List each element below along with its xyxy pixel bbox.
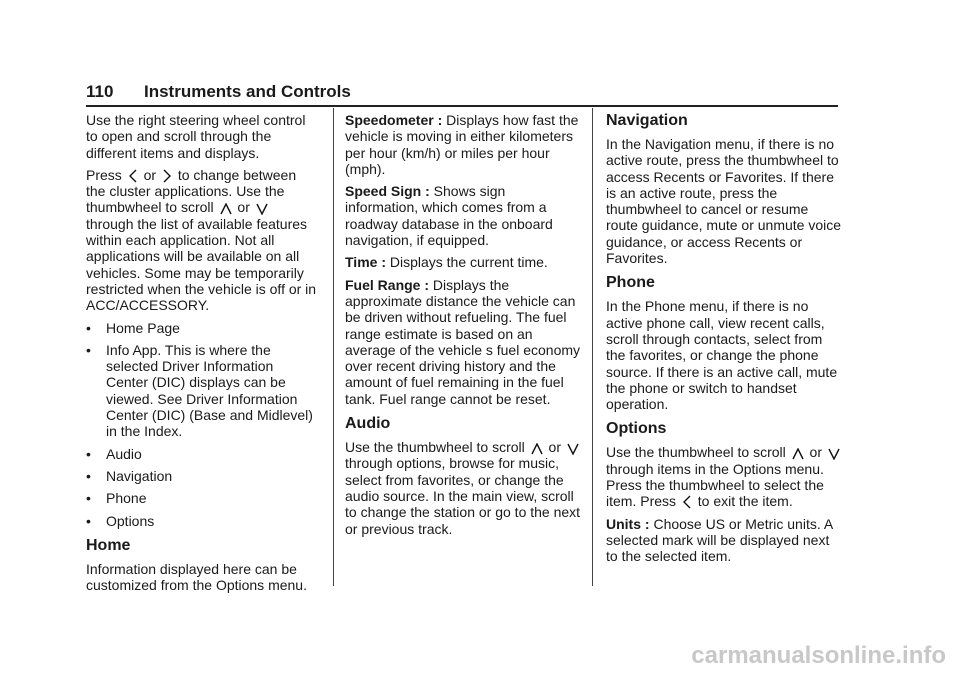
time-entry: Time : Displays the current time. bbox=[345, 254, 548, 271]
home-paragraph: Information displayed here can be customized from the Options menu. bbox=[86, 560, 307, 594]
chevron-up-icon bbox=[220, 203, 232, 215]
column-3 bbox=[606, 112, 842, 571]
column-1 bbox=[86, 112, 318, 599]
list-item: • Audio bbox=[86, 445, 142, 462]
column-2 bbox=[345, 112, 581, 543]
page-header bbox=[86, 82, 838, 107]
list-item: • Home Page bbox=[86, 319, 180, 336]
phone-heading: Phone bbox=[606, 274, 655, 292]
controls-paragraph: Press or to change between the cluster applications. Use the thumbwheel to scroll or through the list of available features within each application. Not all applications will be available on all vehicles. Some may be temporarily restricted when the vehicle is off or in ACC/ACCESSORY. bbox=[86, 166, 317, 314]
chevron-left-icon bbox=[128, 169, 138, 183]
list-item: • Phone bbox=[86, 490, 147, 507]
column-divider bbox=[592, 108, 593, 586]
bullet: • bbox=[86, 319, 91, 336]
navigation-heading: Navigation bbox=[606, 112, 688, 129]
speedometer-entry: Speedometer : Displays how fast the vehicle is moving in either kilometers per hour (km/h) or miles per hour (mph). bbox=[345, 112, 579, 177]
list-item: • Options bbox=[86, 512, 155, 529]
audio-heading: Audio bbox=[345, 415, 391, 433]
options-heading: Options bbox=[606, 420, 667, 438]
fuel-range-entry: Fuel Range : Displays the approximate distance the vehicle can be driven without refueling. The fuel range estimate is based on an average of the vehicle s fuel economy over recent driving history and the amount of fuel remaining in the fuel tank. Fuel range cannot be reset. bbox=[345, 276, 581, 407]
list-item: • Info App. This is where the selected Driver Information Center (DIC) displays can be viewed. See Driver Information Center (DIC) (Base and Midlevel) in the Index. bbox=[86, 341, 313, 440]
intro-paragraph: Use the right steering wheel control to open and scroll through the different items and displays. bbox=[86, 112, 306, 161]
chevron-down-icon bbox=[567, 443, 579, 455]
home-heading: Home bbox=[86, 536, 131, 554]
list-item: • Navigation bbox=[86, 467, 173, 484]
page-number: 110 bbox=[86, 82, 114, 101]
chevron-left-icon bbox=[682, 495, 692, 509]
watermark: carmanualsonline.info bbox=[691, 642, 946, 669]
bullet: • bbox=[86, 467, 91, 484]
bullet: • bbox=[86, 341, 91, 358]
chevron-down-icon bbox=[256, 203, 268, 215]
chevron-up-icon bbox=[531, 443, 543, 455]
speed-sign-entry: Speed Sign : Shows sign information, which comes from a roadway database in the onboard navigation, if equipped. bbox=[345, 183, 553, 249]
column-divider bbox=[333, 108, 334, 586]
audio-paragraph: Use the thumbwheel to scroll or through options, browse for music, select from favorites, or change the audio source. In the main view, scroll to change the station or go to the next or previous track. bbox=[345, 439, 581, 537]
section-title: Instruments and Controls bbox=[144, 82, 351, 101]
chevron-up-icon bbox=[792, 448, 804, 460]
chevron-down-icon bbox=[828, 448, 840, 460]
phone-paragraph: In the Phone menu, if there is no active phone call, view recent calls, scroll through contacts, select from the favorites, or change the phone source. If there is an active call, mute the phone or switch to handset operation. bbox=[606, 298, 838, 413]
options-paragraph: Use the thumbwheel to scroll or through items in the Options menu. Press the thumbwheel to select the item. Press to exit the item. bbox=[606, 444, 842, 509]
bullet: • bbox=[86, 490, 91, 507]
units-entry: Units : Choose US or Metric units. A selected mark will be displayed next to the selected item. bbox=[606, 515, 833, 565]
bullet: • bbox=[86, 445, 91, 462]
navigation-paragraph: In the Navigation menu, if there is no active route, press the thumbwheel to access Recents or Favorites. If there is an active route, press the thumbwheel to cancel or resume route guidance, mute or unmute voice guidance, or access Recents or Favorites. bbox=[606, 136, 842, 267]
bullet: • bbox=[86, 512, 91, 529]
chevron-right-icon bbox=[162, 169, 172, 183]
